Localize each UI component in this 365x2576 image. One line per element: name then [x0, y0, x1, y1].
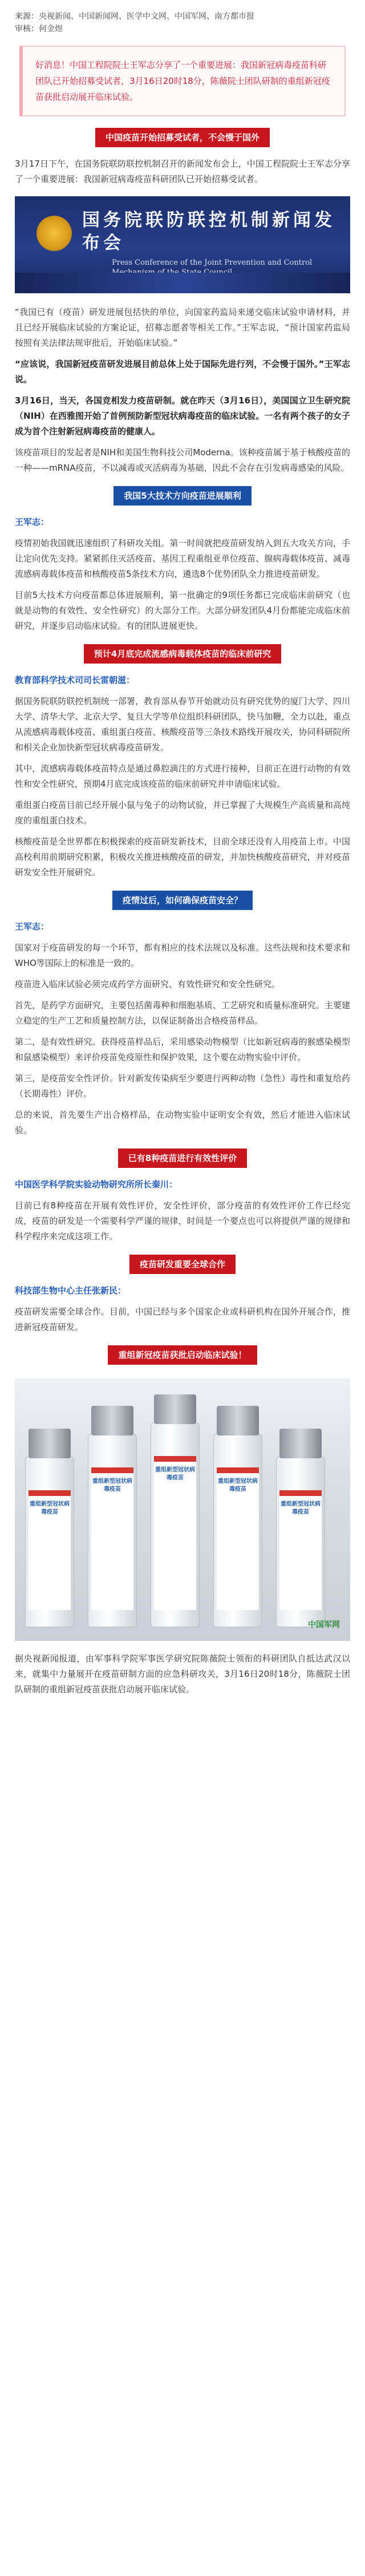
paragraph-11: 其中，流感病毒载体疫苗特点是通过鼻腔滴注的方式进行接种，目前正在进行动物的有效性和安全性研究，预期4月底完成该疫苗的临床前研究并申请临床试验。: [15, 763, 350, 789]
vial-cap: [29, 1429, 71, 1458]
vial-cap: [154, 1394, 196, 1424]
paragraph-5: 该疫苗项目的发起者是NIH和美国生物科技公司Moderna。该种疫苗属于基于核酸疫苗的一种——mRNA疫苗，不以减毒或灭活病毒为基础，因此不会存在引发病毒感染的风险。: [15, 447, 350, 473]
vial-cap: [91, 1406, 133, 1435]
section-banner-4-wrap: [15, 891, 350, 910]
paragraph-4: 3月16日，当天，各国竞相发力疫苗研制。就在昨天（3月16日），美国国立卫生研究院（NIH）在西雅图开始了首例预防新型冠状病毒疫苗的临床试验。一名有两个孩子的女子成为首个注射新冠病毒疫苗的健康人。: [15, 395, 350, 436]
section-banner-3-wrap: [15, 644, 350, 664]
article-meta: [15, 10, 350, 35]
speaker-label-2: 教育部科学技术司司长雷朝滋：: [15, 675, 135, 685]
paragraph-25: 据央视新闻报道，由军事科学院军事医学研究院陈薇院士领衔的科研团队自抵达武汉以来，就集中力量展开在疫苗研制方面的应急科研攻关，3月16日20时18分，陈薇院士团队研制的重组新冠疫苗获批启动展开临床试验。: [15, 1653, 350, 1695]
speaker-label-1: 王军志：: [15, 517, 50, 527]
source-label: 来源：: [15, 12, 39, 21]
vial-label-text: 重组新型冠状病毒疫苗: [281, 1501, 321, 1515]
section-banner-7: 重组新冠疫苗获批启动临床试验！: [108, 1345, 257, 1365]
section-banner-2: 我国5大技术方向疫苗进展顺利: [113, 486, 251, 506]
vial-label-text: 重组新型冠状病毒疫苗: [155, 1467, 195, 1481]
photo-watermark: 中国军网: [308, 1620, 340, 1629]
press-title-en: Press Conference of the Joint Prevention and Control: [112, 258, 313, 267]
review-text: 何金煜: [39, 25, 63, 34]
paragraph-16: 疫苗进入临床试验必须完成药学方面研究、有效性研究和安全性研究。: [15, 979, 281, 989]
vial-cap: [217, 1406, 259, 1435]
paragraph-7: 疫情初始我国就迅速组织了科研攻关组。第一时间就把疫苗研发纳入到五大攻关方向，手让定向优先支持。紧紧抓住灭活疫苗、基因工程重组亚单位疫苗、腺病毒载体疫苗、减毒流感病毒载体疫苗和核酸疫苗5条技术方向，遴选8个优势团队全力推进疫苗研发。: [15, 538, 350, 579]
section-banner-5: 已有8种疫苗进行有效性评价: [118, 1149, 247, 1168]
paragraph-24: 疫苗研发需要全球合作。目前，中国已经与多个国家企业或科研机构在国外开展合作，推进新冠疫苗研发。: [15, 1307, 350, 1332]
section-banner-6: 疫苗研发重要全球合作: [129, 1255, 236, 1274]
vial-label-text: 重组新型冠状病毒疫苗: [30, 1501, 70, 1515]
highlight-note: 好消息！中国工程院院士王军志分享了一个重要进展：我国新冠病毒疫苗科研团队已开始招募受试者，3月16日20时18分，陈薇院士团队研制的重组新冠疫苗获批启动展开临床试验。: [19, 46, 346, 116]
vaccine-vials-photo: [15, 1378, 350, 1641]
paragraph-18: 第二，是有效性研究。获得疫苗样品后，采用感染动物模型（比如新冠病毒的猴感染模型和鼠感染模型）来评价疫苗免疫原性和保护效果，这个要在动物实验中评价。: [15, 1037, 350, 1062]
paragraph-10: 据国务院联防联控机制统一部署，教育部从春节开始就动员有研究优势的厦门大学、四川大学、清华大学、北京大学、复旦大学等单位组织科研团队，快马加鞭，全力以赴，重点从流感病毒载体疫苗、重组蛋白疫苗、核酸疫苗等三条技术路线开展攻关，协同科研院所和相关企业加快新型冠状病毒疫苗研发。: [15, 696, 350, 753]
paragraph-3: “应该说，我国新冠疫苗研发进展目前总体上处于国际先进行列，不会慢于国外。”王军志说。: [15, 359, 350, 385]
speaker-label-3: 王军志：: [15, 921, 50, 932]
image-stripe: [15, 273, 350, 293]
press-title-cn: 国务院联防联控机制新闻发布会: [82, 210, 335, 253]
press-conference-image: [15, 196, 350, 293]
section-banner-4: 疫情过后，如何确保疫苗安全？: [112, 891, 253, 910]
paragraph-2: “我国已有（疫苗）研发进展包括快的单位，向国家药监局来递交临床试验申请材料，并且已经开展临床试验的方案论证，招募志愿者等相关工作。”王军志说，“预计国家药监局按照有关法律法规审批后，开始临床试验。”: [15, 307, 350, 348]
review-line: [15, 23, 350, 35]
speaker-label-4: 中国医学科学院实验动物研究所所长秦川：: [15, 1179, 178, 1190]
paragraph-8: 目前5大技术方向疫苗都总体进展顺利，第一批确定的9项任务都已完成临床前研究（也就是动物的有效性、安全性研究）的大部分工作。大部分研发团队4月份都能完成临床前研究，并逐步启动临床试验。有的团队进展更快。: [15, 590, 350, 631]
vaccine-vial: [276, 1456, 325, 1627]
section-banner-1: 中国疫苗开始招募受试者，不会慢于国外: [95, 128, 270, 147]
source-line: [15, 10, 350, 23]
vial-cap: [279, 1429, 322, 1458]
paragraph-13: 核酸疫苗是全世界都在积极探索的疫苗研发新技术，目前全球还没有人用疫苗上市。中国高校利用前期研究积累，积极攻关推进核酸疫苗的研发，并加快核酸疫苗研究，并对疫苗研发安全性开展研究。: [15, 836, 350, 877]
paragraph-19: 第三，是疫苗安全性评价。针对新发传染病至少要进行两种动物（急性）毒性和重复给药（长期毒性）评价。: [15, 1073, 350, 1099]
paragraph-20: 总的来说，首先要生产出合格样品，在动物实验中证明安全有效，然后才能进入临床试验。: [15, 1110, 350, 1135]
section-banner-2-wrap: [15, 486, 350, 506]
speaker-label-5: 科技部生物中心主任张新民：: [15, 1285, 127, 1296]
paragraph-17: 首先，是药学方面研究，主要包括菌毒种和细胞基质、工艺研究和质量标准研究。主要建立稳定的生产工艺和质量控制方法，以保证制备出合格疫苗样品。: [15, 1000, 350, 1026]
vaccine-vial: [151, 1422, 200, 1627]
paragraph-1: 3月17日下午，在国务院联防联控机制召开的新闻发布会上，中国工程院院士王军志分享了一个重要进展：我国新冠病毒疫苗科研团队已开始招募受试者。: [15, 159, 350, 184]
section-banner-3: 预计4月底完成流感病毒载体疫苗的临床前研究: [84, 644, 281, 664]
section-banner-7-wrap: [15, 1345, 350, 1365]
review-label: 审核：: [15, 25, 39, 34]
section-banner-1-wrap: [15, 128, 350, 147]
national-emblem: [36, 216, 72, 251]
vaccine-vial: [213, 1433, 262, 1627]
paragraph-15: 国家对于疫苗研发的每一个环节，都有相应的技术法规以及标准。这些法规和技术要求和WHO等国际上的标准是一致的。: [15, 943, 350, 968]
paragraph-22: 目前已有8种疫苗在开展有效性评价，安全性评价，部分疫苗的有效性评价工作已经完成，疫苗的研发是一个需要科学严谨的规律，时间是一个要点也可以将提供严谨的规律和科学程序来完成这项工作。: [15, 1200, 350, 1242]
vaccine-vial: [88, 1433, 137, 1627]
vial-label-text: 重组新型冠状病毒疫苗: [92, 1478, 132, 1493]
section-banner-5-wrap: [15, 1149, 350, 1168]
section-banner-6-wrap: [15, 1255, 350, 1274]
source-text: 央视新闻、中国新闻网、医学中文网、中国军网、南方都市报: [39, 12, 254, 21]
vaccine-vial: [25, 1456, 74, 1627]
vial-label-text: 重组新型冠状病毒疫苗: [218, 1478, 258, 1493]
paragraph-12: 重组蛋白疫苗目前已经开展小鼠与兔子的动物试验，并已掌握了大规模生产高质量和高纯度的重组蛋白技术。: [15, 800, 350, 826]
